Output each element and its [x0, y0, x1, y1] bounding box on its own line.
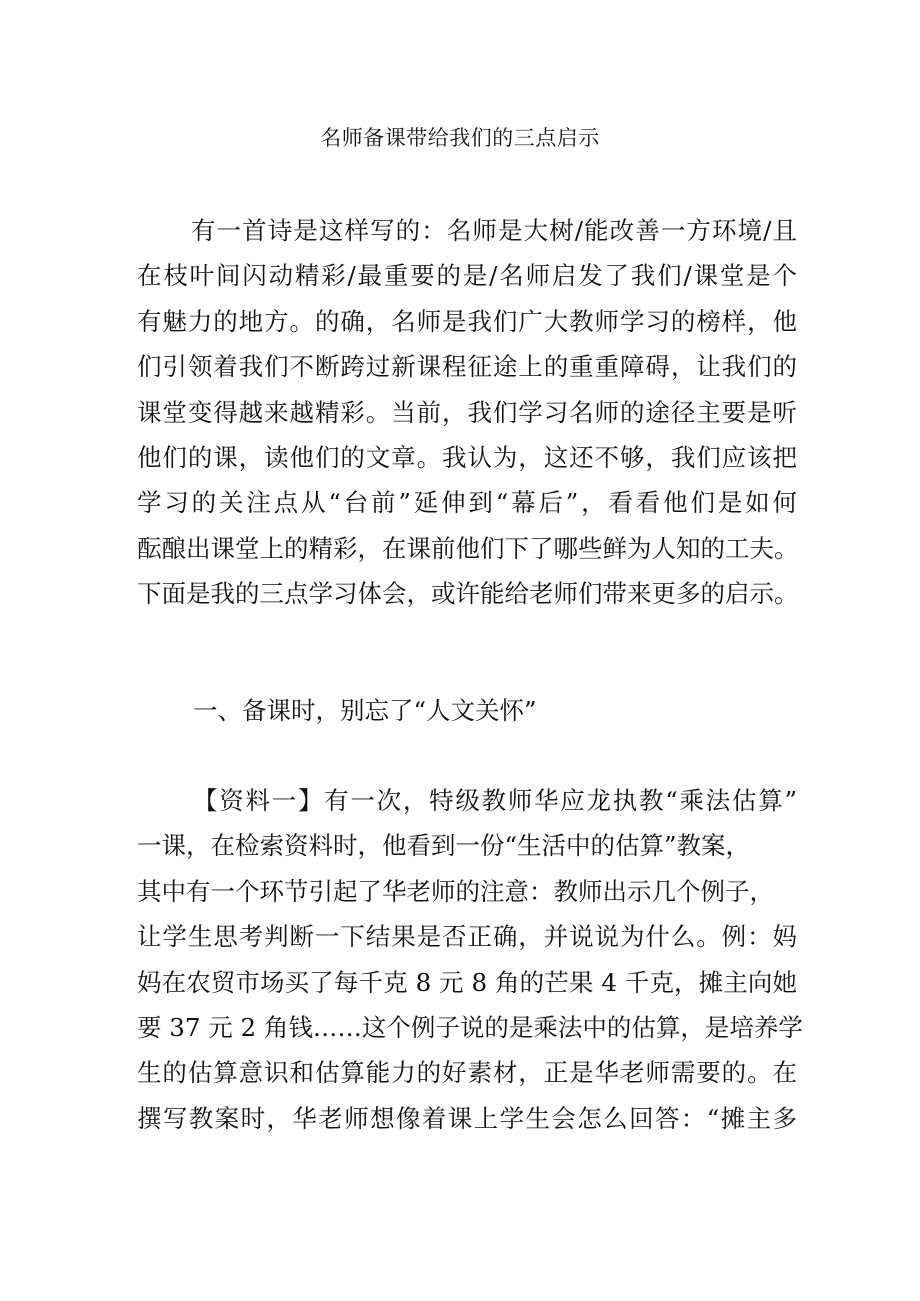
paragraph-line: 一课，在检索资料时，他看到一份“生活中的估算”教案， [137, 831, 751, 861]
paragraph-line: 他们的课，读他们的文章。我认为，这还不够，我们应该把 [137, 442, 797, 472]
paragraph-line: 要 37 元 2 角钱……这个例子说的是乘法中的估算，是培养学 [137, 1012, 803, 1042]
paragraph-line: 课堂变得越来越精彩。当前，我们学习名师的途径主要是听 [137, 397, 797, 427]
document-title: 名师备课带给我们的三点启示 [320, 126, 600, 150]
paragraph-line: 下面是我的三点学习体会，或许能给老师们带来更多的启示。 [137, 579, 799, 609]
paragraph-line: 在枝叶间闪动精彩/最重要的是/名师启发了我们/课堂是个 [137, 261, 797, 291]
paragraph-line: 酝酿出课堂上的精彩，在课前他们下了哪些鲜为人知的工夫。 [137, 533, 799, 563]
paragraph-line: 们引领着我们不断跨过新课程征途上的重重障碍，让我们的 [137, 352, 797, 382]
section-heading: 一、备课时，别忘了“人文关怀” [193, 696, 537, 725]
paragraph-line: 让学生思考判断一下结果是否正确，并说说为什么。例：妈 [137, 922, 797, 952]
paragraph-line: 妈在农贸市场买了每千克 8 元 8 角的芒果 4 千克，摊主向她 [137, 967, 797, 997]
intro-paragraph [137, 208, 797, 617]
paragraph-line: 有一首诗是这样写的：名师是大树/能改善一方环境/且 [191, 216, 797, 245]
paragraph-line: 撰写教案时，华老师想像着课上学生会怎么回答：“摊主多 [137, 1103, 797, 1133]
paragraph-line: 【资料一】有一次，特级教师华应龙执教“乘法估算” [193, 786, 797, 815]
material-paragraph [137, 778, 803, 1141]
paragraph-line: 其中有一个环节引起了华老师的注意：教师出示几个例子， [137, 876, 774, 906]
paragraph-line: 学习的关注点从“台前”延伸到“幕后”，看看他们是如何 [137, 488, 797, 518]
paragraph-line: 有魅力的地方。的确，名师是我们广大教师学习的榜样，他 [137, 306, 797, 336]
paragraph-line: 生的估算意识和估算能力的好素材，正是华老师需要的。在 [137, 1058, 797, 1088]
